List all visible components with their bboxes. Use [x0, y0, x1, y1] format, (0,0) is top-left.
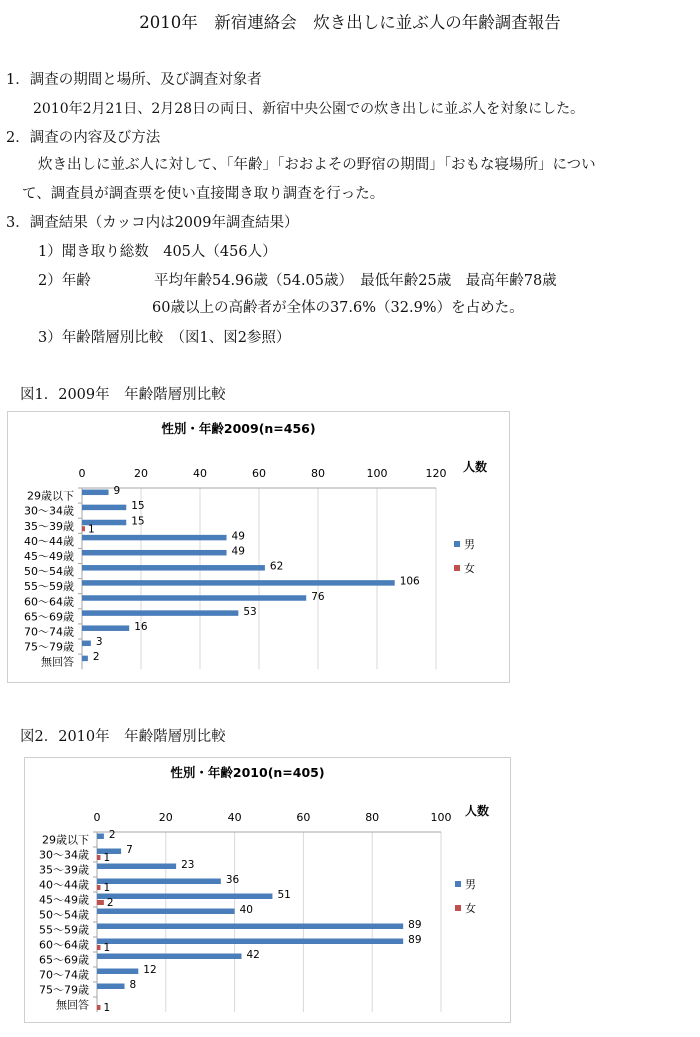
bar-male [82, 595, 306, 601]
bar-male [82, 625, 129, 631]
data-label-male: 9 [113, 485, 121, 498]
bar-male [82, 641, 91, 647]
bar-male [82, 505, 126, 511]
bar-male [82, 656, 88, 662]
y-category-label: 55〜59歳 [39, 923, 89, 937]
x-tick-label: 20 [134, 467, 148, 480]
y-category-label: 29歳以下 [27, 489, 74, 503]
data-label-male: 106 [399, 575, 420, 588]
data-label-male: 49 [231, 545, 245, 558]
bar-female [97, 1005, 100, 1010]
y-category-label: 65〜69歳 [39, 953, 89, 967]
bar-male [97, 939, 403, 945]
y-category-label: 45〜49歳 [39, 893, 89, 907]
y-category-label: 65〜69歳 [24, 610, 74, 624]
y-category-label: 50〜54歳 [39, 908, 89, 922]
document-title: 2010年 新宿連絡会 炊き出しに並ぶ人の年齢調査報告 [139, 13, 561, 32]
chart-title: 性別・年齢2010(n=405) [170, 765, 325, 780]
bar-male [97, 864, 176, 870]
data-label-female: 1 [103, 1002, 111, 1014]
section-2-body-line1: 炊き出しに並ぶ人に対して、「年齢」「おおよその野宿の期間」「おもな寝場所」につい [38, 157, 596, 173]
bar-male [97, 834, 104, 840]
bar-male [82, 490, 109, 496]
x-tick-label: 40 [227, 811, 242, 824]
chart-svg [8, 412, 509, 682]
data-label-male: 2 [92, 651, 100, 664]
x-tick-label: 120 [425, 467, 447, 480]
x-tick-label: 60 [252, 467, 266, 480]
figure-1-caption: 図1．2009年 年齢階層別比較 [20, 387, 226, 403]
bar-male [82, 565, 265, 571]
y-category-label: 30〜34歳 [24, 504, 74, 518]
bar-male [97, 954, 241, 960]
legend-swatch-female [454, 565, 460, 571]
y-category-label: 55〜59歳 [24, 580, 74, 594]
data-label-male: 36 [225, 874, 240, 886]
x-tick-label: 0 [93, 811, 101, 824]
data-label-male: 40 [239, 904, 253, 916]
legend-label-female: 女 [464, 562, 475, 575]
data-label-male: 89 [408, 919, 422, 931]
data-label-female: 1 [87, 523, 95, 536]
data-label-male: 12 [143, 964, 157, 976]
data-label-male: 42 [246, 949, 260, 961]
y-category-label: 45〜49歳 [24, 549, 74, 563]
bar-male [97, 879, 221, 885]
x-tick-label: 20 [158, 811, 173, 824]
bar-female [97, 945, 100, 950]
bar-male [82, 610, 238, 616]
data-label-male: 49 [231, 530, 245, 543]
bar-male [97, 969, 138, 975]
y-category-label: 75〜79歳 [39, 983, 89, 997]
x-tick-label: 80 [311, 467, 325, 480]
y-category-label: 70〜74歳 [39, 968, 89, 982]
data-label-male: 8 [129, 979, 137, 991]
legend-swatch-male [455, 881, 461, 887]
section-3-item-1: 1）聞き取り総数 405人（456人） [38, 244, 277, 260]
data-label-female: 1 [103, 882, 111, 894]
legend-swatch-male [454, 541, 460, 547]
x-tick-label: 40 [193, 467, 207, 480]
y-category-label: 75〜79歳 [24, 640, 74, 654]
y-category-label: 29歳以下 [42, 833, 89, 847]
data-label-male: 16 [134, 620, 148, 633]
bar-male [97, 894, 272, 900]
bar-male [97, 909, 235, 915]
bar-male [82, 550, 227, 556]
section-3-item-3: 3）年齢階層別比較 （図1、図2参照） [38, 330, 291, 346]
y-category-label: 無回答 [56, 998, 89, 1012]
x-axis-unit-label: 人数 [465, 804, 490, 818]
y-category-label: 無回答 [41, 655, 74, 669]
chart-2009 [7, 411, 510, 683]
y-category-label: 50〜54歳 [24, 565, 74, 579]
data-label-male: 51 [277, 889, 291, 901]
legend-label-male: 男 [464, 538, 475, 551]
bar-female [97, 885, 100, 890]
y-category-label: 70〜74歳 [24, 625, 74, 639]
y-category-label: 35〜39歳 [39, 863, 89, 877]
data-label-male: 23 [181, 859, 195, 871]
y-category-label: 30〜34歳 [39, 848, 89, 862]
data-label-female: 1 [103, 942, 111, 954]
bar-male [97, 984, 125, 990]
chart-svg [25, 758, 510, 1022]
data-label-male: 3 [95, 636, 103, 649]
bar-female [97, 900, 104, 905]
section-2-heading: 2．調査の内容及び方法 [6, 130, 161, 146]
bar-female [97, 855, 100, 860]
section-1-body: 2010年2月21日、2月28日の両日、新宿中央公園での炊き出しに並ぶ人を対象にした。 [33, 101, 585, 117]
section-3-heading: 3．調査結果（カッコ内は2009年調査結果） [6, 215, 299, 231]
legend-label-male: 男 [465, 878, 476, 891]
data-label-male: 76 [311, 590, 325, 603]
y-category-label: 40〜44歳 [24, 534, 74, 548]
section-3-item-2-text: 平均年齢54.96歳（54.05歳） 最低年齢25歳 最高年齢78歳 [154, 273, 557, 289]
chart-2010 [24, 757, 511, 1023]
legend-swatch-female [455, 905, 461, 911]
data-label-female: 1 [103, 852, 111, 864]
x-tick-label: 60 [296, 811, 311, 824]
data-label-male: 15 [131, 515, 145, 528]
section-3-item-2-label: 2）年齢 [38, 273, 91, 289]
chart-title: 性別・年齢2009(n=456) [161, 421, 316, 436]
x-tick-label: 100 [430, 811, 452, 824]
section-1-heading: 1．調査の期間と場所、及び調査対象者 [6, 72, 262, 88]
x-tick-label: 100 [366, 467, 388, 480]
legend-label-female: 女 [465, 902, 476, 915]
data-label-female: 2 [106, 897, 114, 909]
y-category-label: 60〜64歳 [24, 595, 74, 609]
x-tick-label: 80 [365, 811, 380, 824]
data-label-male: 89 [408, 934, 422, 946]
y-category-label: 40〜44歳 [39, 878, 89, 892]
section-3-item-2-text2: 60歳以上の高齢者が全体の37.6%（32.9%）を占めた。 [152, 300, 524, 316]
bar-male [82, 535, 227, 541]
y-category-label: 35〜39歳 [24, 519, 74, 533]
x-tick-label: 0 [78, 467, 86, 480]
data-label-male: 62 [269, 560, 284, 573]
section-2-body-line2: て、調査員が調査票を使い直接聞き取り調査を行った。 [22, 186, 385, 202]
x-axis-unit-label: 人数 [463, 460, 488, 474]
figure-2-caption: 図2．2010年 年齢階層別比較 [20, 729, 226, 745]
data-label-male: 2 [108, 829, 116, 841]
bar-male [82, 580, 395, 586]
bar-male [97, 924, 403, 930]
data-label-male: 7 [126, 844, 133, 856]
y-category-label: 60〜64歳 [39, 938, 89, 952]
data-label-male: 15 [131, 500, 145, 513]
bar-female [82, 526, 85, 531]
data-label-male: 53 [243, 605, 257, 618]
